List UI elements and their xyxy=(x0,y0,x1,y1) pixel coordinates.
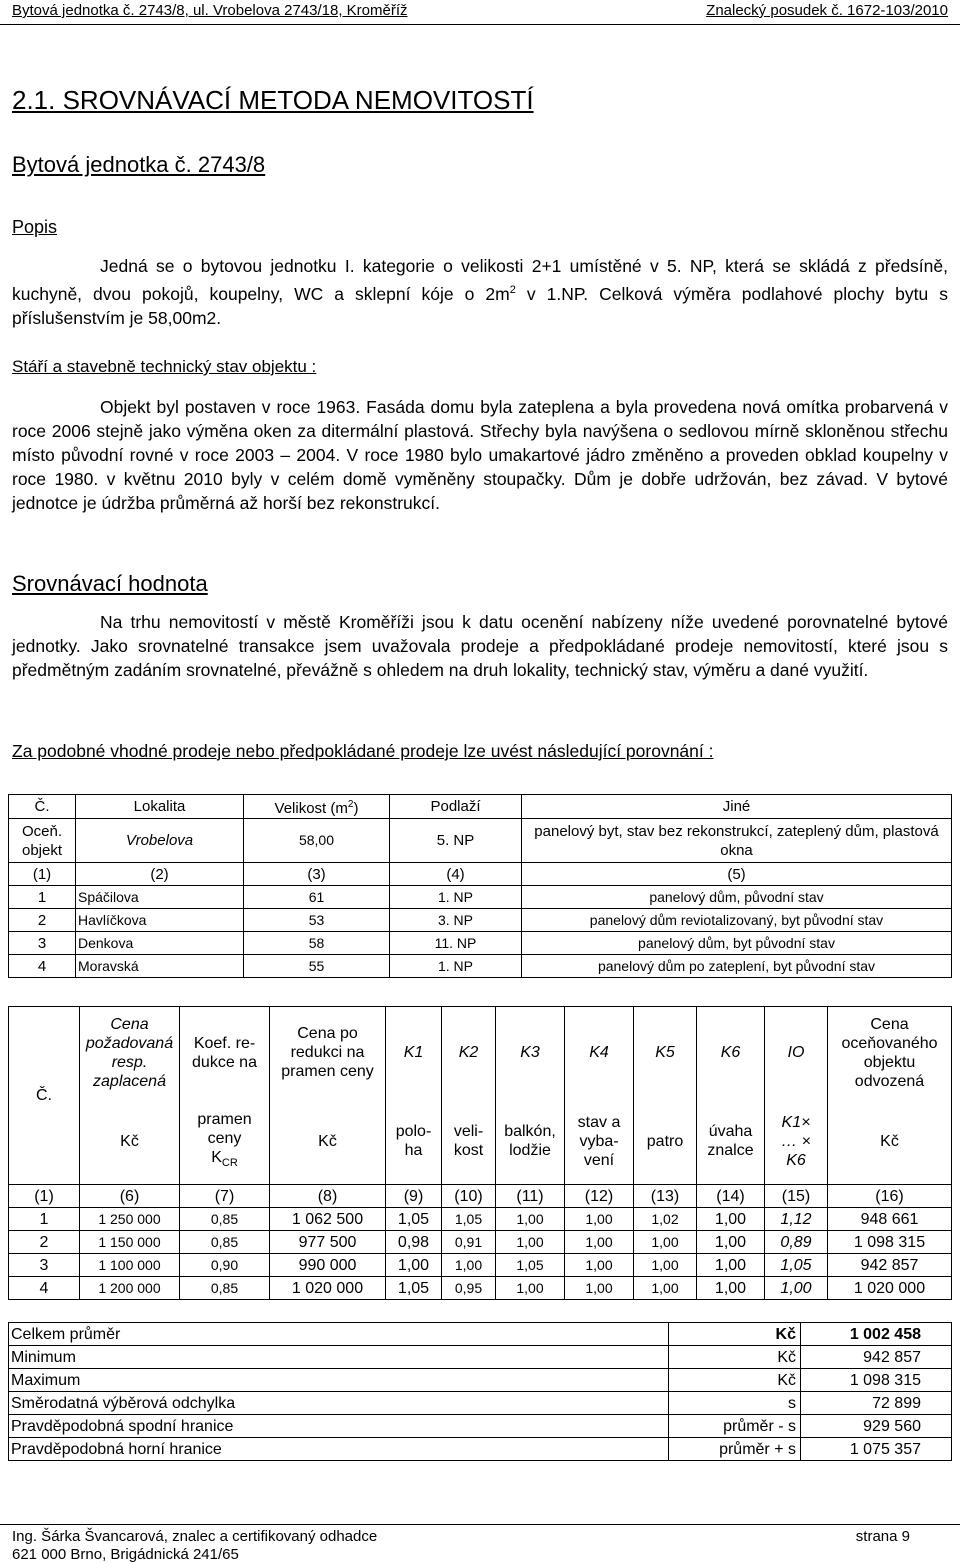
table-row: Pravděpodobná spodní hranice průměr - s 929 560 xyxy=(9,1415,952,1438)
stav-text: Objekt byl postaven v roce 1963. Fasáda domu byla zateplena a byla provedena nová omítka probarvená v roce 2006 stejně jako výměna oken za ditermální plastová. Střechy byla navýšena o sedlovou mírně skloněnou střechu místo původní rovné v roce 2003 – 2004. V roce 1980 bylo umakartové jádro změněno a proveden obklad koupelny v roce 1980. v květnu 2010 byly v celém domě vyměněny stoupačky. Dům je dobře udržován, bez závad. V bytové jednotce je údržba průměrná až horší bez rekonstrukcí. xyxy=(12,397,948,513)
footer-divider xyxy=(0,1524,960,1525)
table-row: 3 Denkova 58 11. NP panelový dům, byt původní stav xyxy=(9,932,952,955)
header-right: Znalecký posudek č. 1672-103/2010 xyxy=(706,2,948,19)
table-header-row-top: Č. Cena požadovaná resp. zaplacená Koef. re- dukce na Cena po redukci na pramen ceny K1 K2 K3 K4 K5 K6 IO Cena oceňovaného objektu odvozená xyxy=(9,1007,952,1099)
table-row: Minimum Kč 942 857 xyxy=(9,1346,952,1369)
table-row: Maximum Kč 1 098 315 xyxy=(9,1369,952,1392)
page-subtitle: Bytová jednotka č. 2743/8 xyxy=(12,152,266,177)
popis-text: Jedná se o bytovou jednotku I. kategorie o velikosti 2+1 umístěné v 5. NP, která se skládá z předsíně, kuchyně, dvou pokojů, koupelny, WC a sklepní kóje o $2m^2$ v 1.NP. Celková výměra podlahové plochy bytu s příslušenstvím je 58,00m2. xyxy=(12,256,948,328)
table-row: Celkem průměr Kč 1 002 458 xyxy=(9,1323,952,1346)
table-row: 2 Havlíčkova 53 3. NP panelový dům reviotalizovaný, byt původní stav xyxy=(9,909,952,932)
footer-page-number: strana 9 xyxy=(855,1528,910,1545)
subject-row: Oceň. objekt Vrobelova 58,00 5. NP panelový byt, stav bez rekonstrukcí, zateplený dům, plastová okna xyxy=(9,819,952,863)
table-row: 1 1 250 000 0,85 1 062 500 1,05 1,05 1,00 1,00 1,02 1,00 1,12 948 661 xyxy=(9,1208,952,1231)
table-row: 2 1 150 000 0,85 977 500 0,98 0,91 1,00 1,00 1,00 1,00 0,89 1 098 315 xyxy=(9,1231,952,1254)
table-header-row-bottom: Kč pramen ceny $K_{CR}$ Kč polo- ha veli- kost balkón, lodžie stav a vyba- vení patro úvaha znalce K1× … × K6 Kč xyxy=(9,1099,952,1185)
table-row: 1 Spáčilova 61 1. NP panelový dům, původní stav xyxy=(9,886,952,909)
comparison-lead: Za podobné vhodné prodeje nebo předpokládané prodeje lze uvést následující porovnání : xyxy=(12,741,714,761)
header-divider xyxy=(0,24,960,25)
index-row: (1) (6) (7) (8) (9) (10) (11) (12) (13) (14) (15) (16) xyxy=(9,1185,952,1208)
comparison-table xyxy=(8,794,952,978)
page-title: 2.1. SROVNÁVACÍ METODA NEMOVITOSTÍ xyxy=(12,85,534,115)
popis-heading: Popis xyxy=(12,217,58,237)
srovnavaci-heading: Srovnávací hodnota xyxy=(12,571,208,596)
footer-address: 621 000 Brno, Brigádnická 241/65 xyxy=(12,1546,239,1563)
table-header-row: Č. Lokalita Velikost $(m^2)$ Podlaží Jiné xyxy=(9,795,952,819)
header-left: Bytová jednotka č. 2743/8, ul. Vrobelova 2743/18, Kroměříž xyxy=(12,2,408,19)
table-row: 3 1 100 000 0,90 990 000 1,00 1,00 1,05 1,00 1,00 1,00 1,05 942 857 xyxy=(9,1254,952,1277)
table-row: Směrodatná výběrová odchylka s 72 899 xyxy=(9,1392,952,1415)
table-row: 4 1 200 000 0,85 1 020 000 1,05 0,95 1,00 1,00 1,00 1,00 1,00 1 020 000 xyxy=(9,1277,952,1300)
coefficient-table xyxy=(8,1006,952,1300)
summary-table xyxy=(8,1322,952,1461)
stav-heading: Stáří a stavebně technický stav objektu : xyxy=(12,357,317,376)
table-row: Pravděpodobná horní hranice průměr + s 1 075 357 xyxy=(9,1438,952,1461)
table-row: 4 Moravská 55 1. NP panelový dům po zateplení, byt původní stav xyxy=(9,955,952,978)
footer-author: Ing. Šárka Švancarová, znalec a certifikovaný odhadce xyxy=(12,1528,378,1545)
srovnavaci-text: Na trhu nemovitostí v městě Kroměříži jsou k datu ocenění nabízeny níže uvedené porovnatelné bytové jednotky. Jako srovnatelné transakce jsem uvažovala prodeje a předpokládané prodeje nemovitostí, které jsou s předmětným zadáním srovnatelné, převážně s ohledem na druh lokality, technický stav, výměru a dané využití. xyxy=(12,612,948,680)
index-row: (1) (2) (3) (4) (5) xyxy=(9,863,952,886)
